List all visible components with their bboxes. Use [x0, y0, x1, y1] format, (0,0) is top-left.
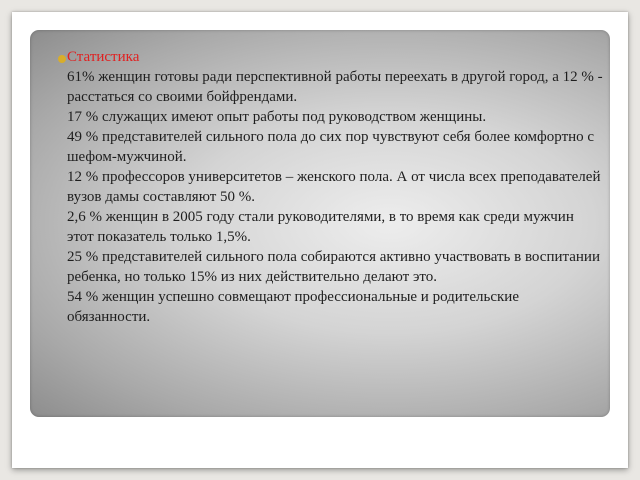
- stat-paragraph-5: 2,6 % женщин в 2005 году стали руководителями, в то время как среди мужчин этот показатель только 1,5%.: [67, 209, 574, 245]
- stat-paragraph-3: 49 % представителей сильного пола до сих пор чувствуют себя более комфортно с шефом-мужчиной.: [67, 129, 595, 165]
- bullet-icon: [58, 55, 66, 63]
- content-panel: [30, 30, 610, 417]
- stat-paragraph-4: 12 % профессоров университетов – женского пола. А от числа всех преподавателей вузов дамы составляют 50 %.: [67, 169, 601, 205]
- text-body: [67, 47, 603, 327]
- slide-heading: Статистика: [67, 49, 140, 65]
- slide: [12, 12, 628, 468]
- stat-paragraph-7: 54 % женщин успешно совмещают профессиональные и родительские обязанности.: [67, 289, 519, 325]
- stat-paragraph-1: 61% женщин готовы ради перспективной работы переехать в другой город, а 12 % - расстаться со своими бойфрендами.: [67, 69, 603, 105]
- stat-paragraph-2: 17 % служащих имеют опыт работы под руководством женщины.: [67, 109, 487, 125]
- stat-paragraph-6: 25 % представителей сильного пола собираются активно участвовать в воспитании ребенка, но только 15% из них действительно делают это.: [67, 249, 600, 285]
